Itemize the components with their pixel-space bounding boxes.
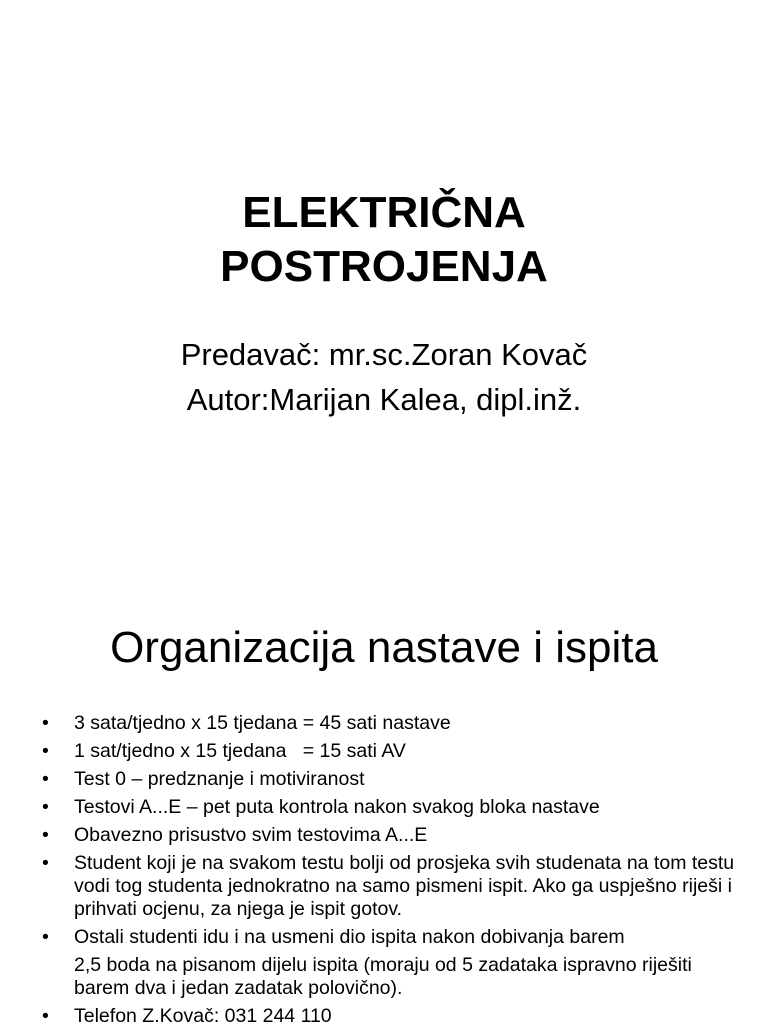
bullet-icon: • bbox=[42, 824, 49, 846]
list-item bbox=[42, 1005, 742, 1028]
list-item-text: Telefon Z.Kovač: 031 244 110 bbox=[74, 1005, 332, 1027]
bullet-icon: • bbox=[42, 852, 49, 874]
list-item bbox=[42, 926, 742, 1000]
bullet-icon: • bbox=[42, 796, 49, 818]
lecturer-line: Predavač: mr.sc.Zoran Kovač bbox=[180, 337, 588, 372]
slide-heading: Organizacija nastave i ispita bbox=[110, 623, 658, 672]
list-item bbox=[42, 768, 742, 791]
bullet-icon: • bbox=[42, 926, 49, 948]
list-item bbox=[42, 740, 742, 763]
list-item-text: Student koji je na svakom testu bolji od prosjeka svih studenata na tom testu vodi tog studenta jednokratno na samo pismeni ispit. Ako ga uspješno riješi i prihvati ocjenu, za njega je ispit gotov. bbox=[74, 852, 735, 920]
list-item bbox=[42, 852, 742, 921]
title-line-2: POSTROJENJA bbox=[220, 242, 548, 291]
slide-organization bbox=[0, 576, 768, 1027]
bullet-list bbox=[42, 712, 742, 1033]
list-item-continuation: 2,5 boda na pisanom dijelu ispita (moraju od 5 zadataka ispravno riješiti barem dva i jedan zadatak polovično). bbox=[74, 954, 692, 999]
list-item-text: 3 sata/tjedno x 15 tjedana = 45 sati nastave bbox=[74, 712, 451, 734]
bullet-icon: • bbox=[42, 768, 49, 790]
bullet-icon: • bbox=[42, 1005, 49, 1027]
presentation-title bbox=[0, 186, 768, 294]
list-item-text: Obavezno prisustvo svim testovima A...E bbox=[74, 824, 428, 846]
author-line: Autor:Marijan Kalea, dipl.inž. bbox=[186, 382, 582, 417]
list-item-text: 1 sat/tjedno x 15 tjedana = 15 sati AV bbox=[74, 740, 406, 762]
list-item-text: Test 0 – predznanje i motiviranost bbox=[74, 768, 365, 790]
list-item bbox=[42, 796, 742, 819]
presentation-subtitle bbox=[0, 332, 768, 422]
list-item-text: Testovi A...E – pet puta kontrola nakon svakog bloka nastave bbox=[74, 796, 600, 818]
list-item bbox=[42, 824, 742, 847]
bullet-icon: • bbox=[42, 740, 49, 762]
list-item-text: Ostali studenti idu i na usmeni dio ispita nakon dobivanja barem bbox=[74, 926, 625, 948]
title-line-1: ELEKTRIČNA bbox=[242, 188, 526, 237]
bullet-icon: • bbox=[42, 712, 49, 734]
list-item bbox=[42, 712, 742, 735]
